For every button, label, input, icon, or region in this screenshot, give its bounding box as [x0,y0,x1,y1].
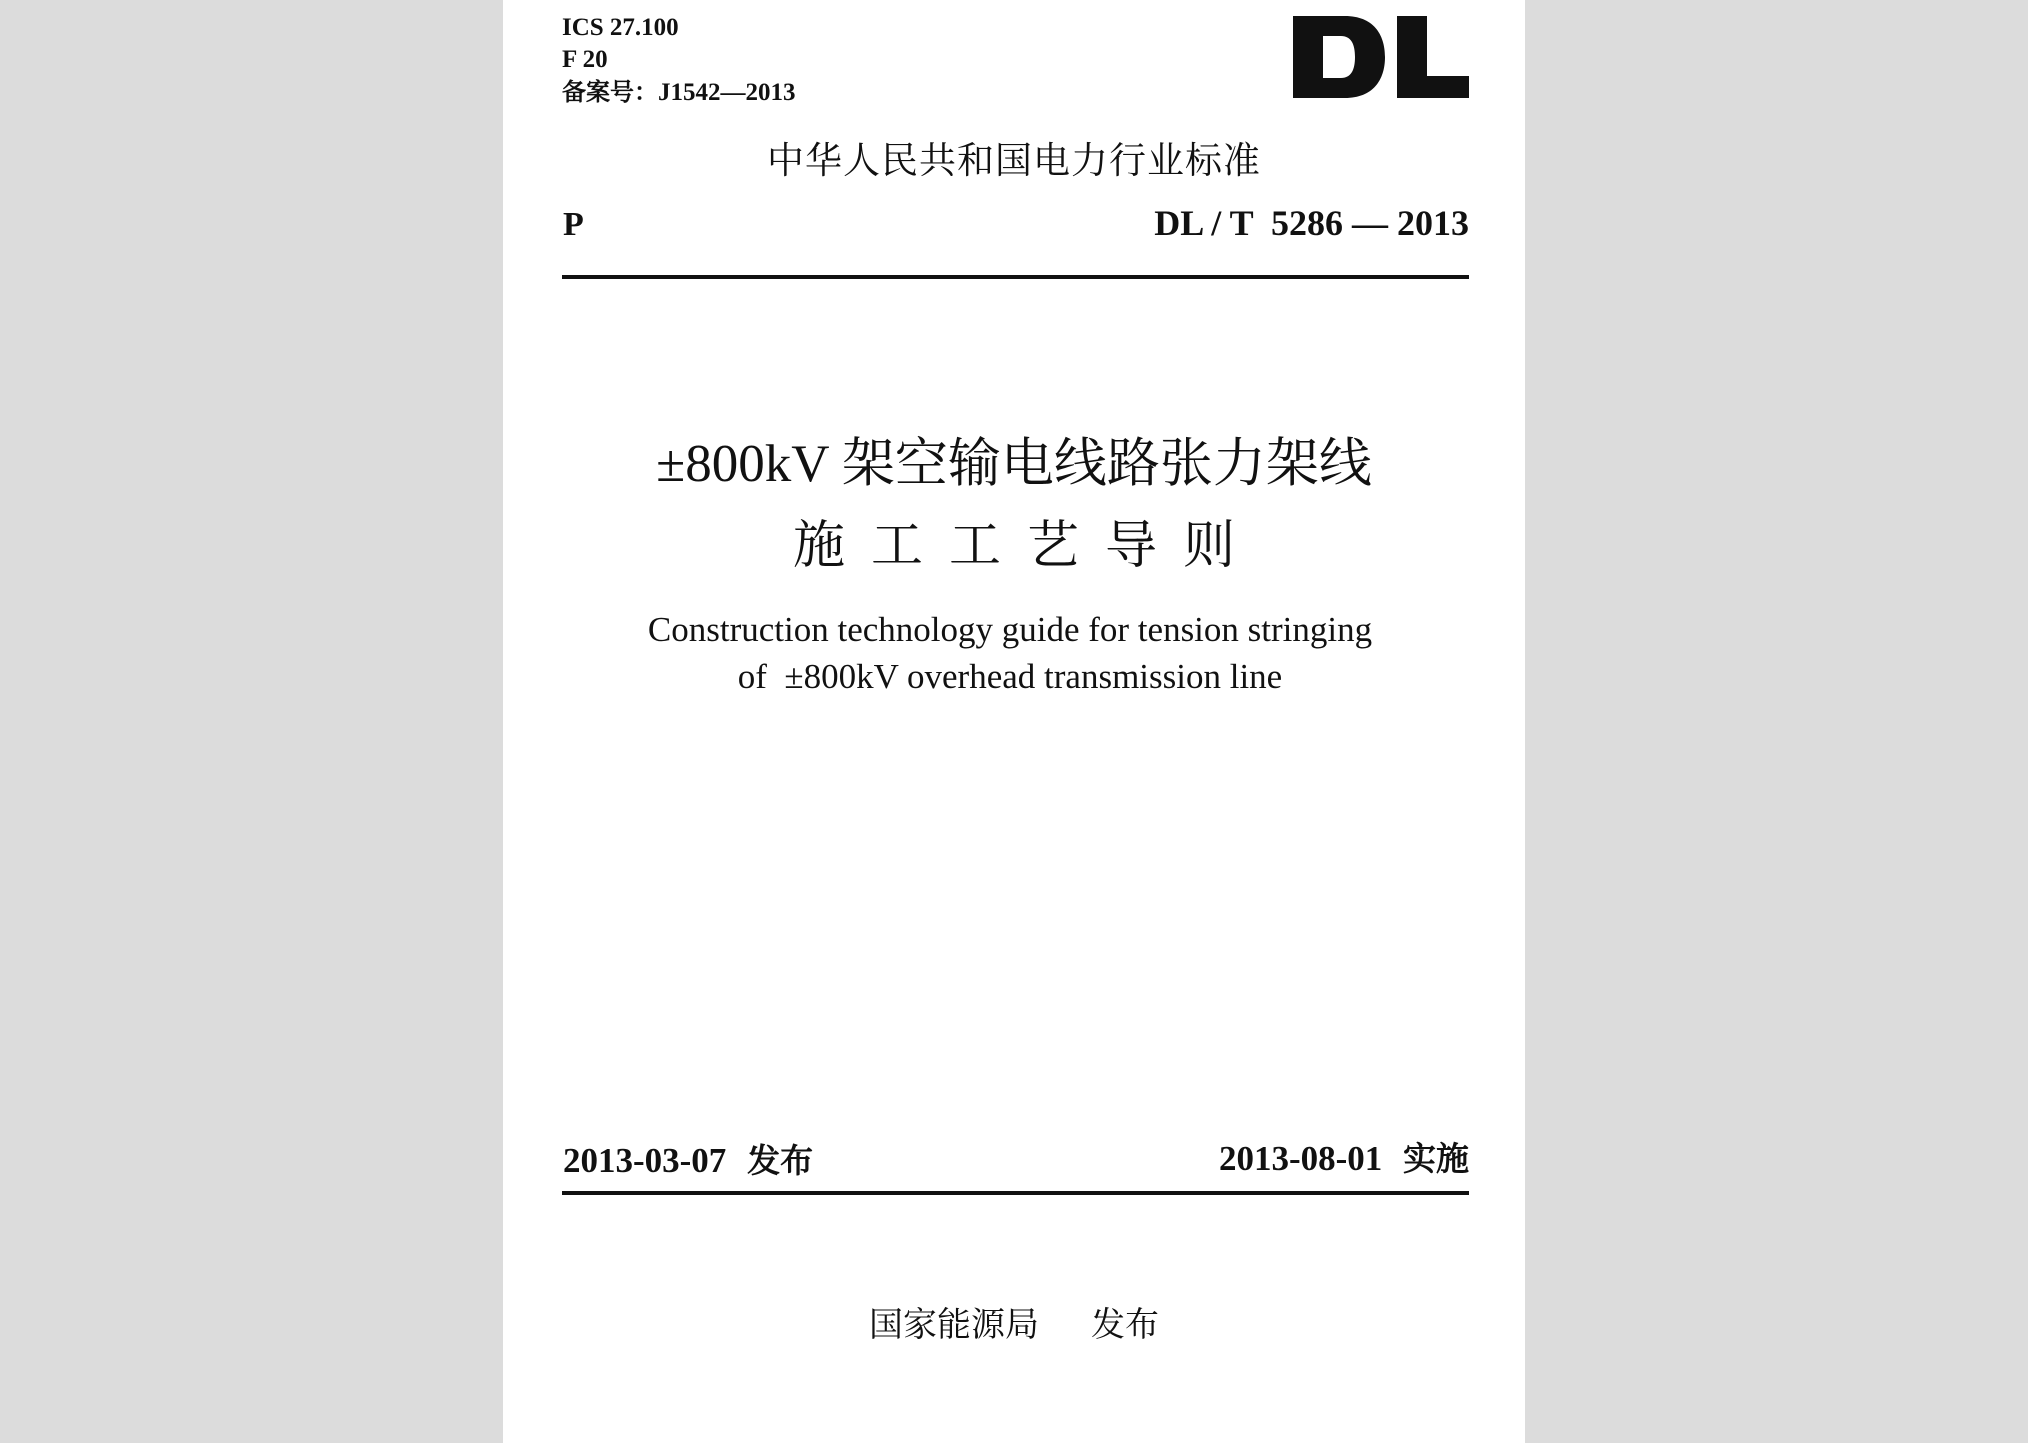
filing-number-row [562,76,796,109]
filing-number-label: 备案号： [562,78,658,106]
implement-label: 实施 [1403,1139,1469,1178]
implement-date: 2013-08-01 [1218,1139,1383,1178]
header-divider [562,275,1469,279]
document-page [503,0,1525,1443]
ccs-code: F 20 [562,46,608,73]
publisher-row [503,1297,1525,1346]
classification-letter: P [563,206,584,243]
issue-date-row [563,1135,813,1182]
issue-label: 发布 [747,1141,814,1180]
title-chinese-line1: ±800kV 架空输电线路张力架线 [656,435,1372,493]
filing-number-value: J1542—2013 [658,79,796,106]
issue-date: 2013-03-07 [563,1141,727,1180]
ics-code: ICS 27.100 [562,14,679,41]
dl-logo [1293,16,1469,98]
title-chinese-line2: 施工工艺导则 [792,518,1261,575]
implement-date-row [1219,1133,1469,1180]
footer-divider [562,1191,1469,1195]
standard-organization-line: 中华人民共和国电力行业标准 [767,139,1261,182]
title-english-line1: Construction technology guide for tension stringing [647,610,1373,649]
publisher-label: 发布 [1091,1305,1159,1345]
title-english-line2: of ±800kV overhead transmission line [737,657,1283,696]
standard-number: DL / T 5286 — 2013 [1154,203,1469,243]
publisher-name: 国家能源局 [869,1305,1039,1345]
